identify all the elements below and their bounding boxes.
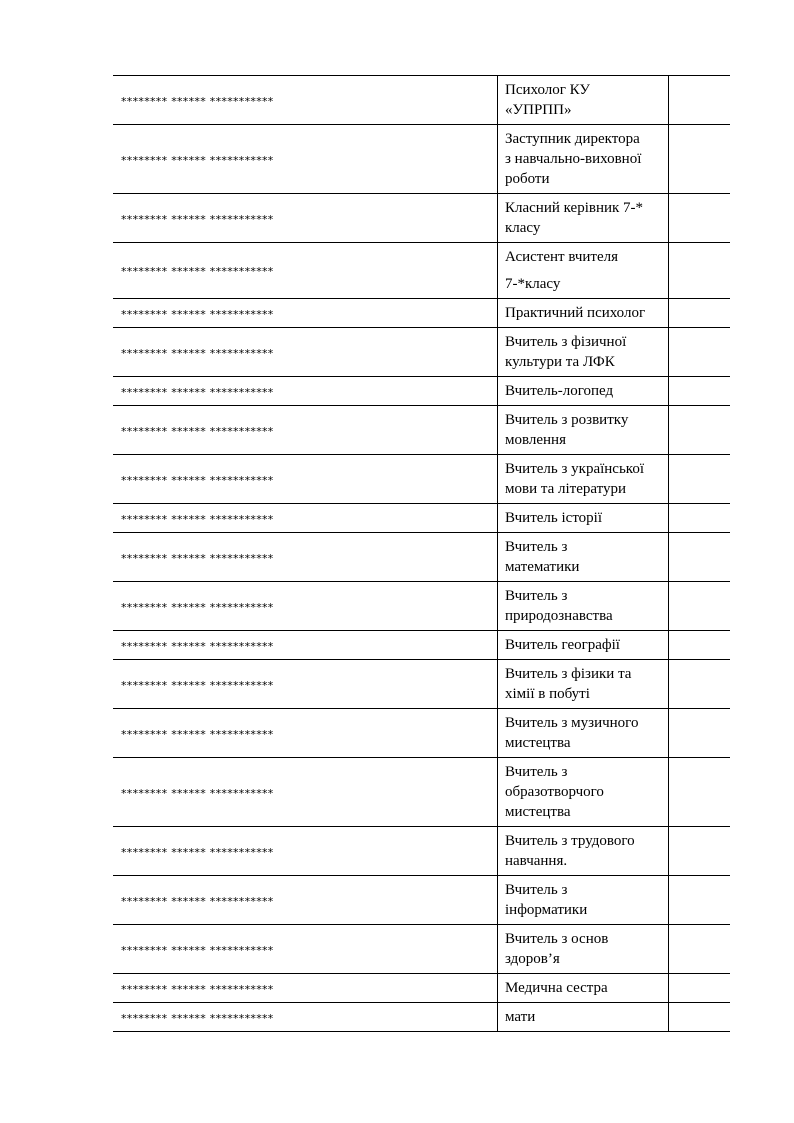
masked-name: ******** ****** *********** bbox=[113, 758, 498, 827]
role-cell: Вчитель з фізичної культури та ЛФК bbox=[498, 328, 669, 377]
masked-name: ******** ****** *********** bbox=[113, 377, 498, 406]
signature-cell bbox=[669, 125, 731, 194]
masked-name: ******** ****** *********** bbox=[113, 582, 498, 631]
role-cell: Вчитель з інформатики bbox=[498, 876, 669, 925]
masked-name: ******** ****** *********** bbox=[113, 455, 498, 504]
table-row bbox=[113, 582, 730, 631]
role-cell: мати bbox=[498, 1003, 669, 1032]
table-row bbox=[113, 243, 730, 299]
signature-cell bbox=[669, 827, 731, 876]
table-row bbox=[113, 660, 730, 709]
table-row bbox=[113, 827, 730, 876]
masked-name: ******** ****** *********** bbox=[113, 328, 498, 377]
masked-name: ******** ****** *********** bbox=[113, 925, 498, 974]
role-cell: Практичний психолог bbox=[498, 299, 669, 328]
masked-name: ******** ****** *********** bbox=[113, 243, 498, 299]
table-row bbox=[113, 328, 730, 377]
signature-cell bbox=[669, 377, 731, 406]
signature-cell bbox=[669, 194, 731, 243]
table-row bbox=[113, 504, 730, 533]
masked-name: ******** ****** *********** bbox=[113, 406, 498, 455]
table-row bbox=[113, 406, 730, 455]
staff-table bbox=[113, 75, 730, 1032]
masked-name: ******** ****** *********** bbox=[113, 827, 498, 876]
table-row bbox=[113, 758, 730, 827]
role-cell: Вчитель з фізики та хімії в побуті bbox=[498, 660, 669, 709]
table-row bbox=[113, 876, 730, 925]
signature-cell bbox=[669, 709, 731, 758]
signature-cell bbox=[669, 328, 731, 377]
role-cell: Вчитель з музичного мистецтва bbox=[498, 709, 669, 758]
table-row bbox=[113, 974, 730, 1003]
table-row bbox=[113, 377, 730, 406]
table-row bbox=[113, 709, 730, 758]
role-cell: Вчитель географії bbox=[498, 631, 669, 660]
table-row bbox=[113, 194, 730, 243]
signature-cell bbox=[669, 406, 731, 455]
role-cell: Вчитель з природознавства bbox=[498, 582, 669, 631]
signature-cell bbox=[669, 504, 731, 533]
role-cell: Психолог КУ «УПРПП» bbox=[498, 76, 669, 125]
masked-name: ******** ****** *********** bbox=[113, 76, 498, 125]
masked-name: ******** ****** *********** bbox=[113, 709, 498, 758]
masked-name: ******** ****** *********** bbox=[113, 974, 498, 1003]
signature-cell bbox=[669, 533, 731, 582]
masked-name: ******** ****** *********** bbox=[113, 1003, 498, 1032]
role-cell: Вчитель з основ здоров’я bbox=[498, 925, 669, 974]
role-cell: Медична сестра bbox=[498, 974, 669, 1003]
masked-name: ******** ****** *********** bbox=[113, 125, 498, 194]
signature-cell bbox=[669, 76, 731, 125]
masked-name: ******** ****** *********** bbox=[113, 660, 498, 709]
table-row bbox=[113, 533, 730, 582]
role-cell: Вчитель з образотворчого мистецтва bbox=[498, 758, 669, 827]
role-cell: Асистент вчителя 7-*класу bbox=[498, 243, 669, 299]
table-row bbox=[113, 1003, 730, 1032]
role-cell: Вчитель-логопед bbox=[498, 377, 669, 406]
role-cell: Вчитель історії bbox=[498, 504, 669, 533]
role-cell: Вчитель з трудового навчання. bbox=[498, 827, 669, 876]
masked-name: ******** ****** *********** bbox=[113, 299, 498, 328]
signature-cell bbox=[669, 455, 731, 504]
masked-name: ******** ****** *********** bbox=[113, 194, 498, 243]
signature-cell bbox=[669, 582, 731, 631]
signature-cell bbox=[669, 243, 731, 299]
table-row bbox=[113, 925, 730, 974]
table-row bbox=[113, 125, 730, 194]
role-cell: Вчитель з української мови та літератури bbox=[498, 455, 669, 504]
role-cell: Класний керівник 7-* класу bbox=[498, 194, 669, 243]
signature-cell bbox=[669, 974, 731, 1003]
signature-cell bbox=[669, 876, 731, 925]
role-cell: Заступник директора з навчально-виховної роботи bbox=[498, 125, 669, 194]
signature-cell bbox=[669, 660, 731, 709]
table-row bbox=[113, 299, 730, 328]
table-row bbox=[113, 631, 730, 660]
signature-cell bbox=[669, 631, 731, 660]
masked-name: ******** ****** *********** bbox=[113, 504, 498, 533]
role-cell: Вчитель з математики bbox=[498, 533, 669, 582]
masked-name: ******** ****** *********** bbox=[113, 876, 498, 925]
table-row bbox=[113, 76, 730, 125]
role-cell: Вчитель з розвитку мовлення bbox=[498, 406, 669, 455]
masked-name: ******** ****** *********** bbox=[113, 631, 498, 660]
table-row bbox=[113, 455, 730, 504]
signature-cell bbox=[669, 1003, 731, 1032]
signature-cell bbox=[669, 925, 731, 974]
signature-cell bbox=[669, 299, 731, 328]
masked-name: ******** ****** *********** bbox=[113, 533, 498, 582]
signature-cell bbox=[669, 758, 731, 827]
